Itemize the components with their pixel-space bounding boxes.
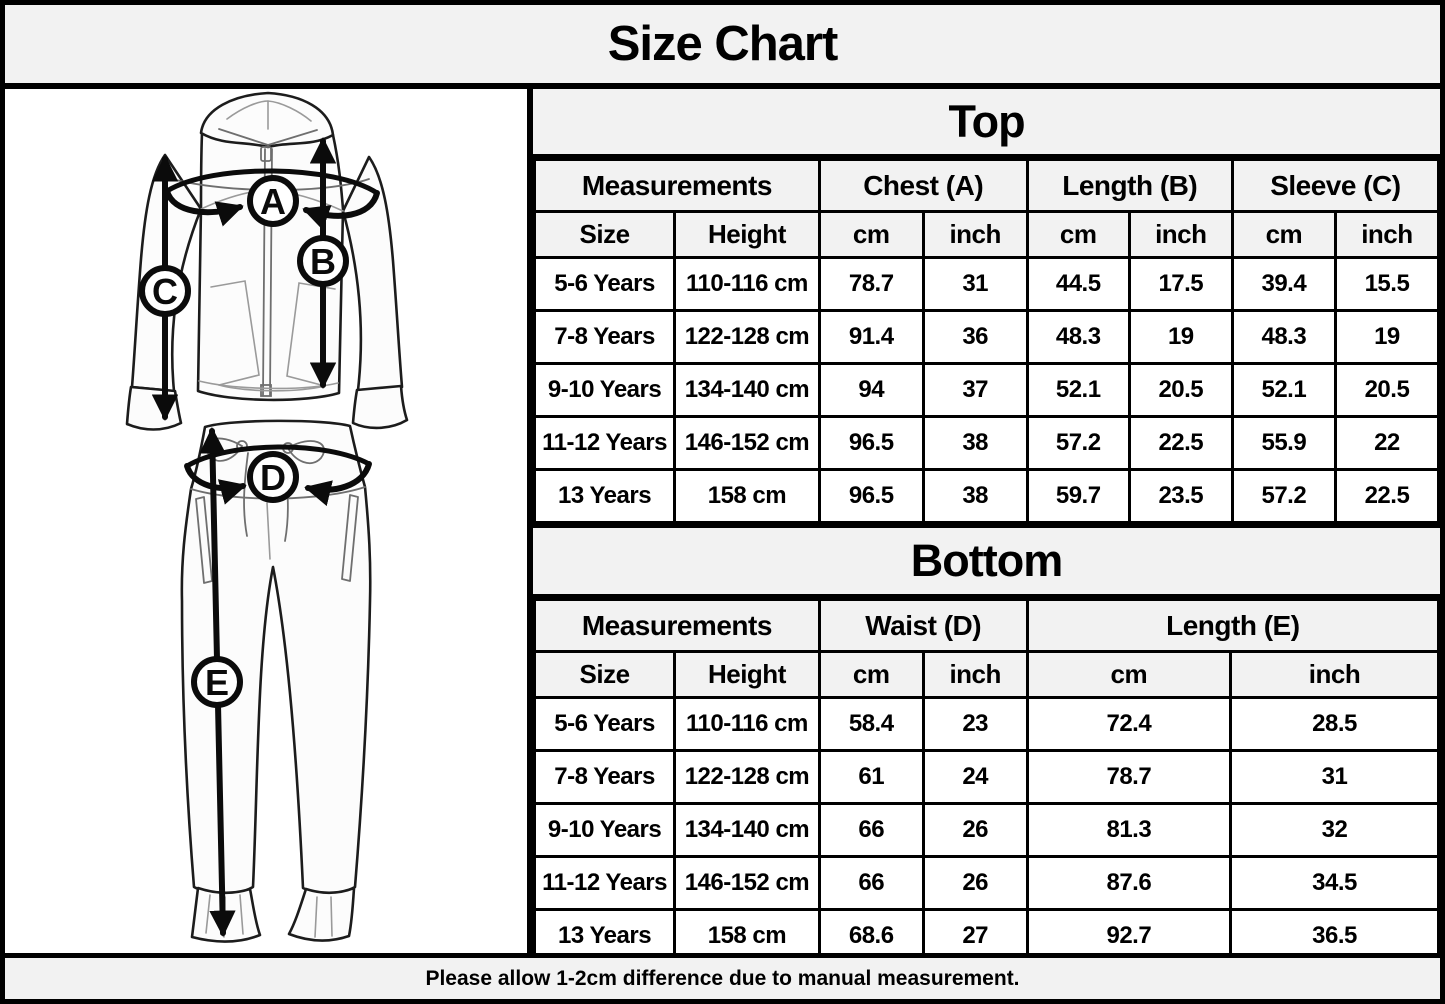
cell: 28.5 <box>1231 698 1439 751</box>
cell: 5-6 Years <box>535 698 675 751</box>
cell: 96.5 <box>819 417 923 470</box>
column-header: Measurements <box>535 600 820 652</box>
bottom-size-section <box>533 524 1440 964</box>
cell: 37 <box>923 364 1027 417</box>
cell: 61 <box>819 751 923 804</box>
column-header: cm <box>1027 212 1129 258</box>
cell: 134-140 cm <box>675 804 820 857</box>
cell: 31 <box>1231 751 1439 804</box>
cell: 7-8 Years <box>535 311 675 364</box>
column-header: Measurements <box>535 160 820 212</box>
column-header: inch <box>1335 212 1438 258</box>
cell: 92.7 <box>1027 910 1230 963</box>
bottom-size-table <box>533 598 1440 964</box>
bottom-section-title: Bottom <box>533 524 1440 598</box>
cell: 13 Years <box>535 910 675 963</box>
column-header: Length (B) <box>1027 160 1232 212</box>
cell: 11-12 Years <box>535 857 675 910</box>
top-section-title: Top <box>533 89 1440 158</box>
cell: 17.5 <box>1129 258 1232 311</box>
label-a-badge <box>250 178 296 224</box>
cell: 39.4 <box>1232 258 1335 311</box>
cell: 38 <box>923 470 1027 523</box>
table-row <box>535 804 1439 857</box>
group-header-row <box>535 600 1439 652</box>
cell: 146-152 cm <box>675 857 820 910</box>
column-header: Length (E) <box>1027 600 1438 652</box>
cell: 36 <box>923 311 1027 364</box>
cell: 5-6 Years <box>535 258 675 311</box>
cell: 58.4 <box>819 698 923 751</box>
label-a: A <box>260 181 286 222</box>
cell: 158 cm <box>675 910 820 963</box>
column-header: Sleeve (C) <box>1232 160 1438 212</box>
cell: 158 cm <box>675 470 820 523</box>
cell: 22 <box>1335 417 1438 470</box>
column-header: cm <box>819 212 923 258</box>
column-header: inch <box>923 652 1027 698</box>
top-size-table <box>533 158 1440 524</box>
cell: 57.2 <box>1027 417 1129 470</box>
label-e: E <box>204 662 230 703</box>
cell: 44.5 <box>1027 258 1129 311</box>
column-header: cm <box>1027 652 1230 698</box>
cell: 15.5 <box>1335 258 1438 311</box>
cell: 20.5 <box>1335 364 1438 417</box>
cell: 20.5 <box>1129 364 1232 417</box>
cell: 9-10 Years <box>535 804 675 857</box>
column-header: Size <box>535 212 675 258</box>
cell: 32 <box>1231 804 1439 857</box>
page-title: Size Chart <box>5 5 1440 89</box>
cell: 68.6 <box>819 910 923 963</box>
cell: 78.7 <box>1027 751 1230 804</box>
table-row <box>535 751 1439 804</box>
table-row <box>535 311 1439 364</box>
tables-column <box>533 89 1440 953</box>
table-row <box>535 417 1439 470</box>
cell: 110-116 cm <box>675 258 820 311</box>
cell: 87.6 <box>1027 857 1230 910</box>
cell: 122-128 cm <box>675 311 820 364</box>
cell: 81.3 <box>1027 804 1230 857</box>
label-d-badge <box>250 454 296 500</box>
sub-header-row <box>535 652 1439 698</box>
label-b: B <box>310 241 336 282</box>
column-header: cm <box>1232 212 1335 258</box>
table-row <box>535 470 1439 523</box>
cell: 24 <box>923 751 1027 804</box>
column-header: inch <box>923 212 1027 258</box>
label-d: D <box>260 457 286 498</box>
column-header: Height <box>675 652 820 698</box>
cell: 110-116 cm <box>675 698 820 751</box>
cell: 11-12 Years <box>535 417 675 470</box>
cell: 38 <box>923 417 1027 470</box>
cell: 134-140 cm <box>675 364 820 417</box>
cell: 19 <box>1129 311 1232 364</box>
cell: 26 <box>923 804 1027 857</box>
cell: 13 Years <box>535 470 675 523</box>
cell: 26 <box>923 857 1027 910</box>
cell: 22.5 <box>1335 470 1438 523</box>
column-header: inch <box>1129 212 1232 258</box>
cell: 72.4 <box>1027 698 1230 751</box>
cell: 48.3 <box>1027 311 1129 364</box>
cell: 66 <box>819 804 923 857</box>
table-row <box>535 698 1439 751</box>
column-header: Chest (A) <box>819 160 1027 212</box>
column-header: Waist (D) <box>819 600 1027 652</box>
cell: 22.5 <box>1129 417 1232 470</box>
cell: 59.7 <box>1027 470 1129 523</box>
cell: 146-152 cm <box>675 417 820 470</box>
cell: 55.9 <box>1232 417 1335 470</box>
cell: 27 <box>923 910 1027 963</box>
label-c: C <box>152 271 178 312</box>
top-size-section <box>533 89 1440 524</box>
cell: 52.1 <box>1232 364 1335 417</box>
cell: 23.5 <box>1129 470 1232 523</box>
column-header: cm <box>819 652 923 698</box>
measurement-disclaimer: Please allow 1-2cm difference due to manual measurement. <box>5 953 1440 999</box>
column-header: Height <box>675 212 820 258</box>
cell: 122-128 cm <box>675 751 820 804</box>
cell: 23 <box>923 698 1027 751</box>
cell: 31 <box>923 258 1027 311</box>
cell: 48.3 <box>1232 311 1335 364</box>
table-row <box>535 258 1439 311</box>
column-header: inch <box>1231 652 1439 698</box>
garment-diagram <box>5 89 533 953</box>
sub-header-row <box>535 212 1439 258</box>
cell: 96.5 <box>819 470 923 523</box>
cell: 94 <box>819 364 923 417</box>
label-c-badge <box>142 268 188 314</box>
table-row <box>535 364 1439 417</box>
cell: 7-8 Years <box>535 751 675 804</box>
main-area <box>5 89 1440 953</box>
garment-diagram-svg <box>5 89 527 953</box>
cell: 78.7 <box>819 258 923 311</box>
cell: 66 <box>819 857 923 910</box>
cell: 52.1 <box>1027 364 1129 417</box>
cell: 19 <box>1335 311 1438 364</box>
group-header-row <box>535 160 1439 212</box>
column-header: Size <box>535 652 675 698</box>
cell: 9-10 Years <box>535 364 675 417</box>
cell: 34.5 <box>1231 857 1439 910</box>
cell: 36.5 <box>1231 910 1439 963</box>
cell: 57.2 <box>1232 470 1335 523</box>
label-b-badge <box>300 238 346 284</box>
hoodie-drawing <box>127 93 407 430</box>
cell: 91.4 <box>819 311 923 364</box>
label-e-badge <box>194 659 240 705</box>
table-row <box>535 857 1439 910</box>
